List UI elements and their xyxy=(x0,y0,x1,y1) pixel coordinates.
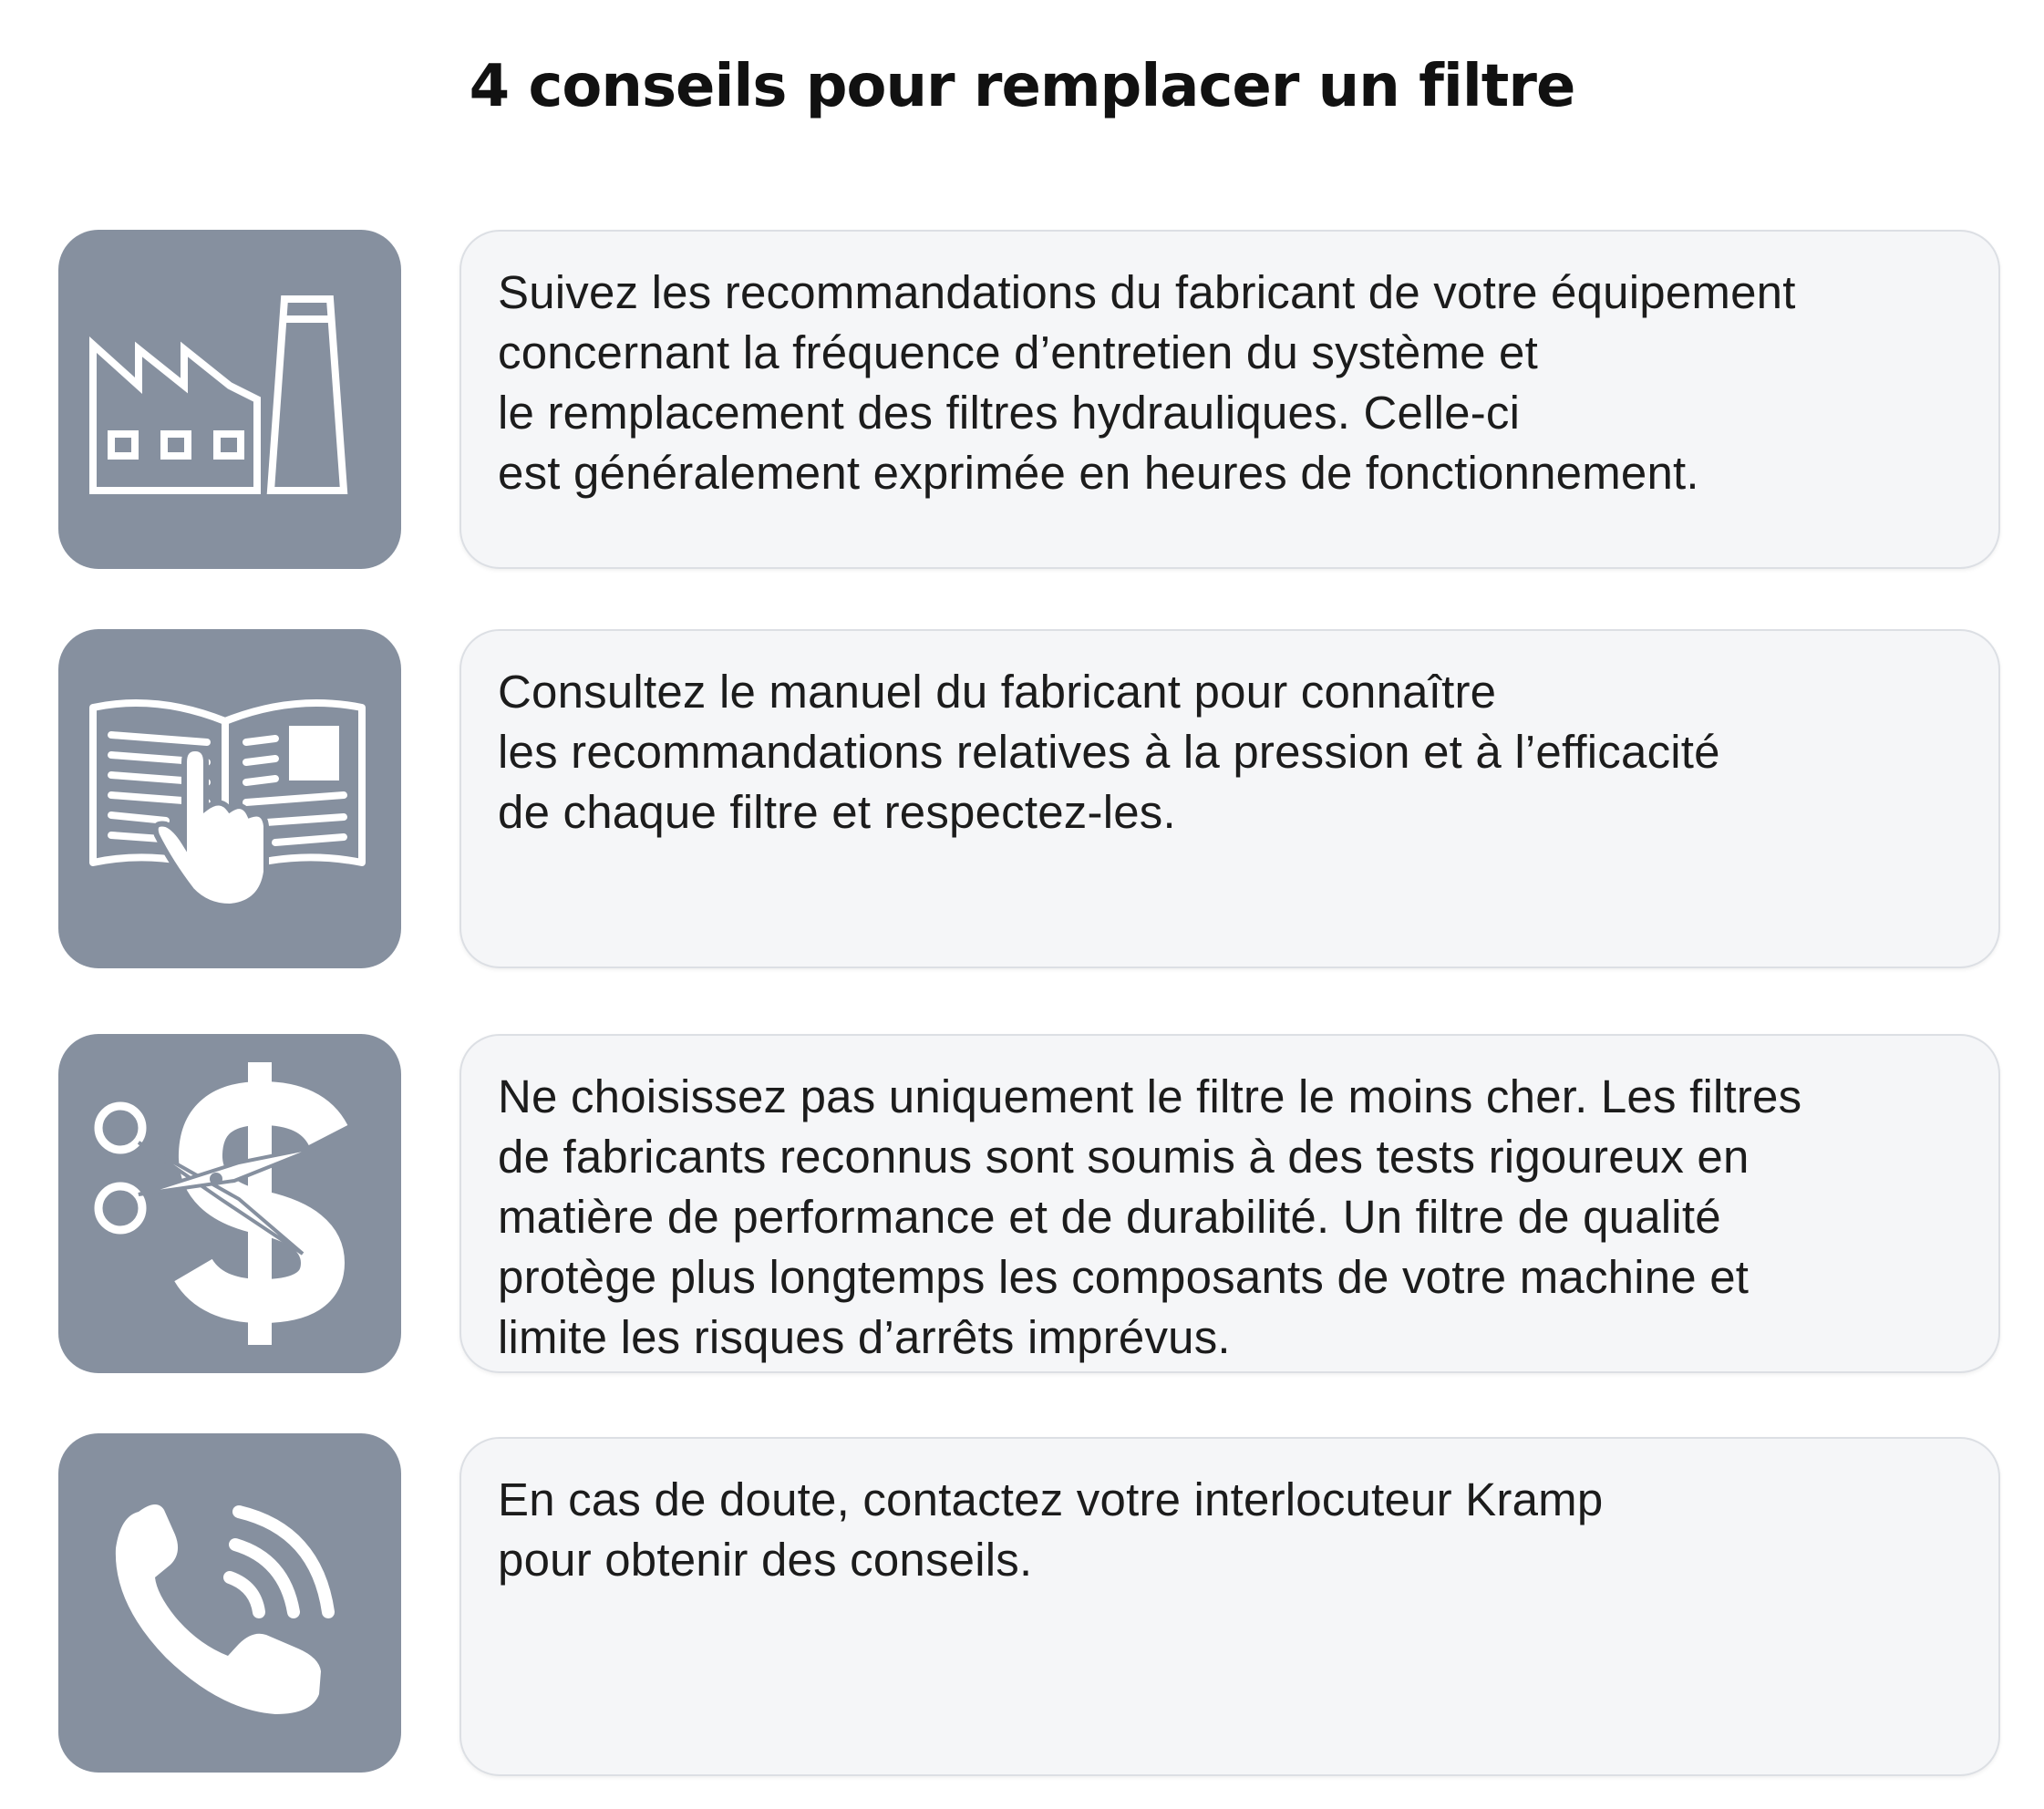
tip-1-line-2: concernant la fréquence d’entretien du système et xyxy=(498,326,1538,378)
phone-icon xyxy=(102,1475,357,1731)
page-title: 4 conseils pour remplacer un filtre xyxy=(469,53,1575,120)
tip-1-card xyxy=(459,230,2000,569)
tip-3-line-4: protège plus longtemps les composants de votre machine et xyxy=(498,1251,1750,1303)
tip-1-line-4: est généralement exprimée en heures de fonctionnement. xyxy=(498,447,1699,499)
dollar-scissors-icon xyxy=(84,1062,376,1345)
tip-2-card xyxy=(459,629,2000,968)
tip-3-card xyxy=(459,1034,2000,1373)
tip-3-line-2: de fabricants reconnus sont soumis à des tests rigoureux en xyxy=(498,1131,1750,1183)
tip-1-line-3: le remplacement des filtres hydrauliques. Celle-ci xyxy=(498,387,1521,439)
tip-2-line-1: Consultez le manuel du fabricant pour connaître xyxy=(498,666,1497,718)
tip-1-line-1: Suivez les recommandations du fabricant de votre équipement xyxy=(498,266,1796,318)
tip-4-line-1: En cas de doute, contactez votre interlocuteur Kramp xyxy=(498,1473,1604,1525)
tip-3-line-1: Ne choisissez pas uniquement le filtre le moins cher. Les filtres xyxy=(498,1070,1802,1122)
tip-2-icon-tile xyxy=(58,629,401,968)
tip-4-icon-tile xyxy=(58,1433,401,1773)
tip-2-line-3: de chaque filtre et respectez-les. xyxy=(498,786,1176,838)
tip-3-icon-tile xyxy=(58,1034,401,1373)
tip-4-line-2: pour obtenir des conseils. xyxy=(498,1534,1033,1586)
factory-icon xyxy=(84,272,376,527)
manual-book-icon xyxy=(84,680,376,917)
tip-4-card xyxy=(459,1437,2000,1776)
tip-1-icon-tile xyxy=(58,230,401,569)
tip-3-line-5: limite les risques d’arrêts imprévus. xyxy=(498,1311,1231,1363)
tip-2-line-2: les recommandations relatives à la pression et à l’efficacité xyxy=(498,726,1720,778)
tip-3-line-3: matière de performance et de durabilité. Un filtre de qualité xyxy=(498,1191,1721,1243)
